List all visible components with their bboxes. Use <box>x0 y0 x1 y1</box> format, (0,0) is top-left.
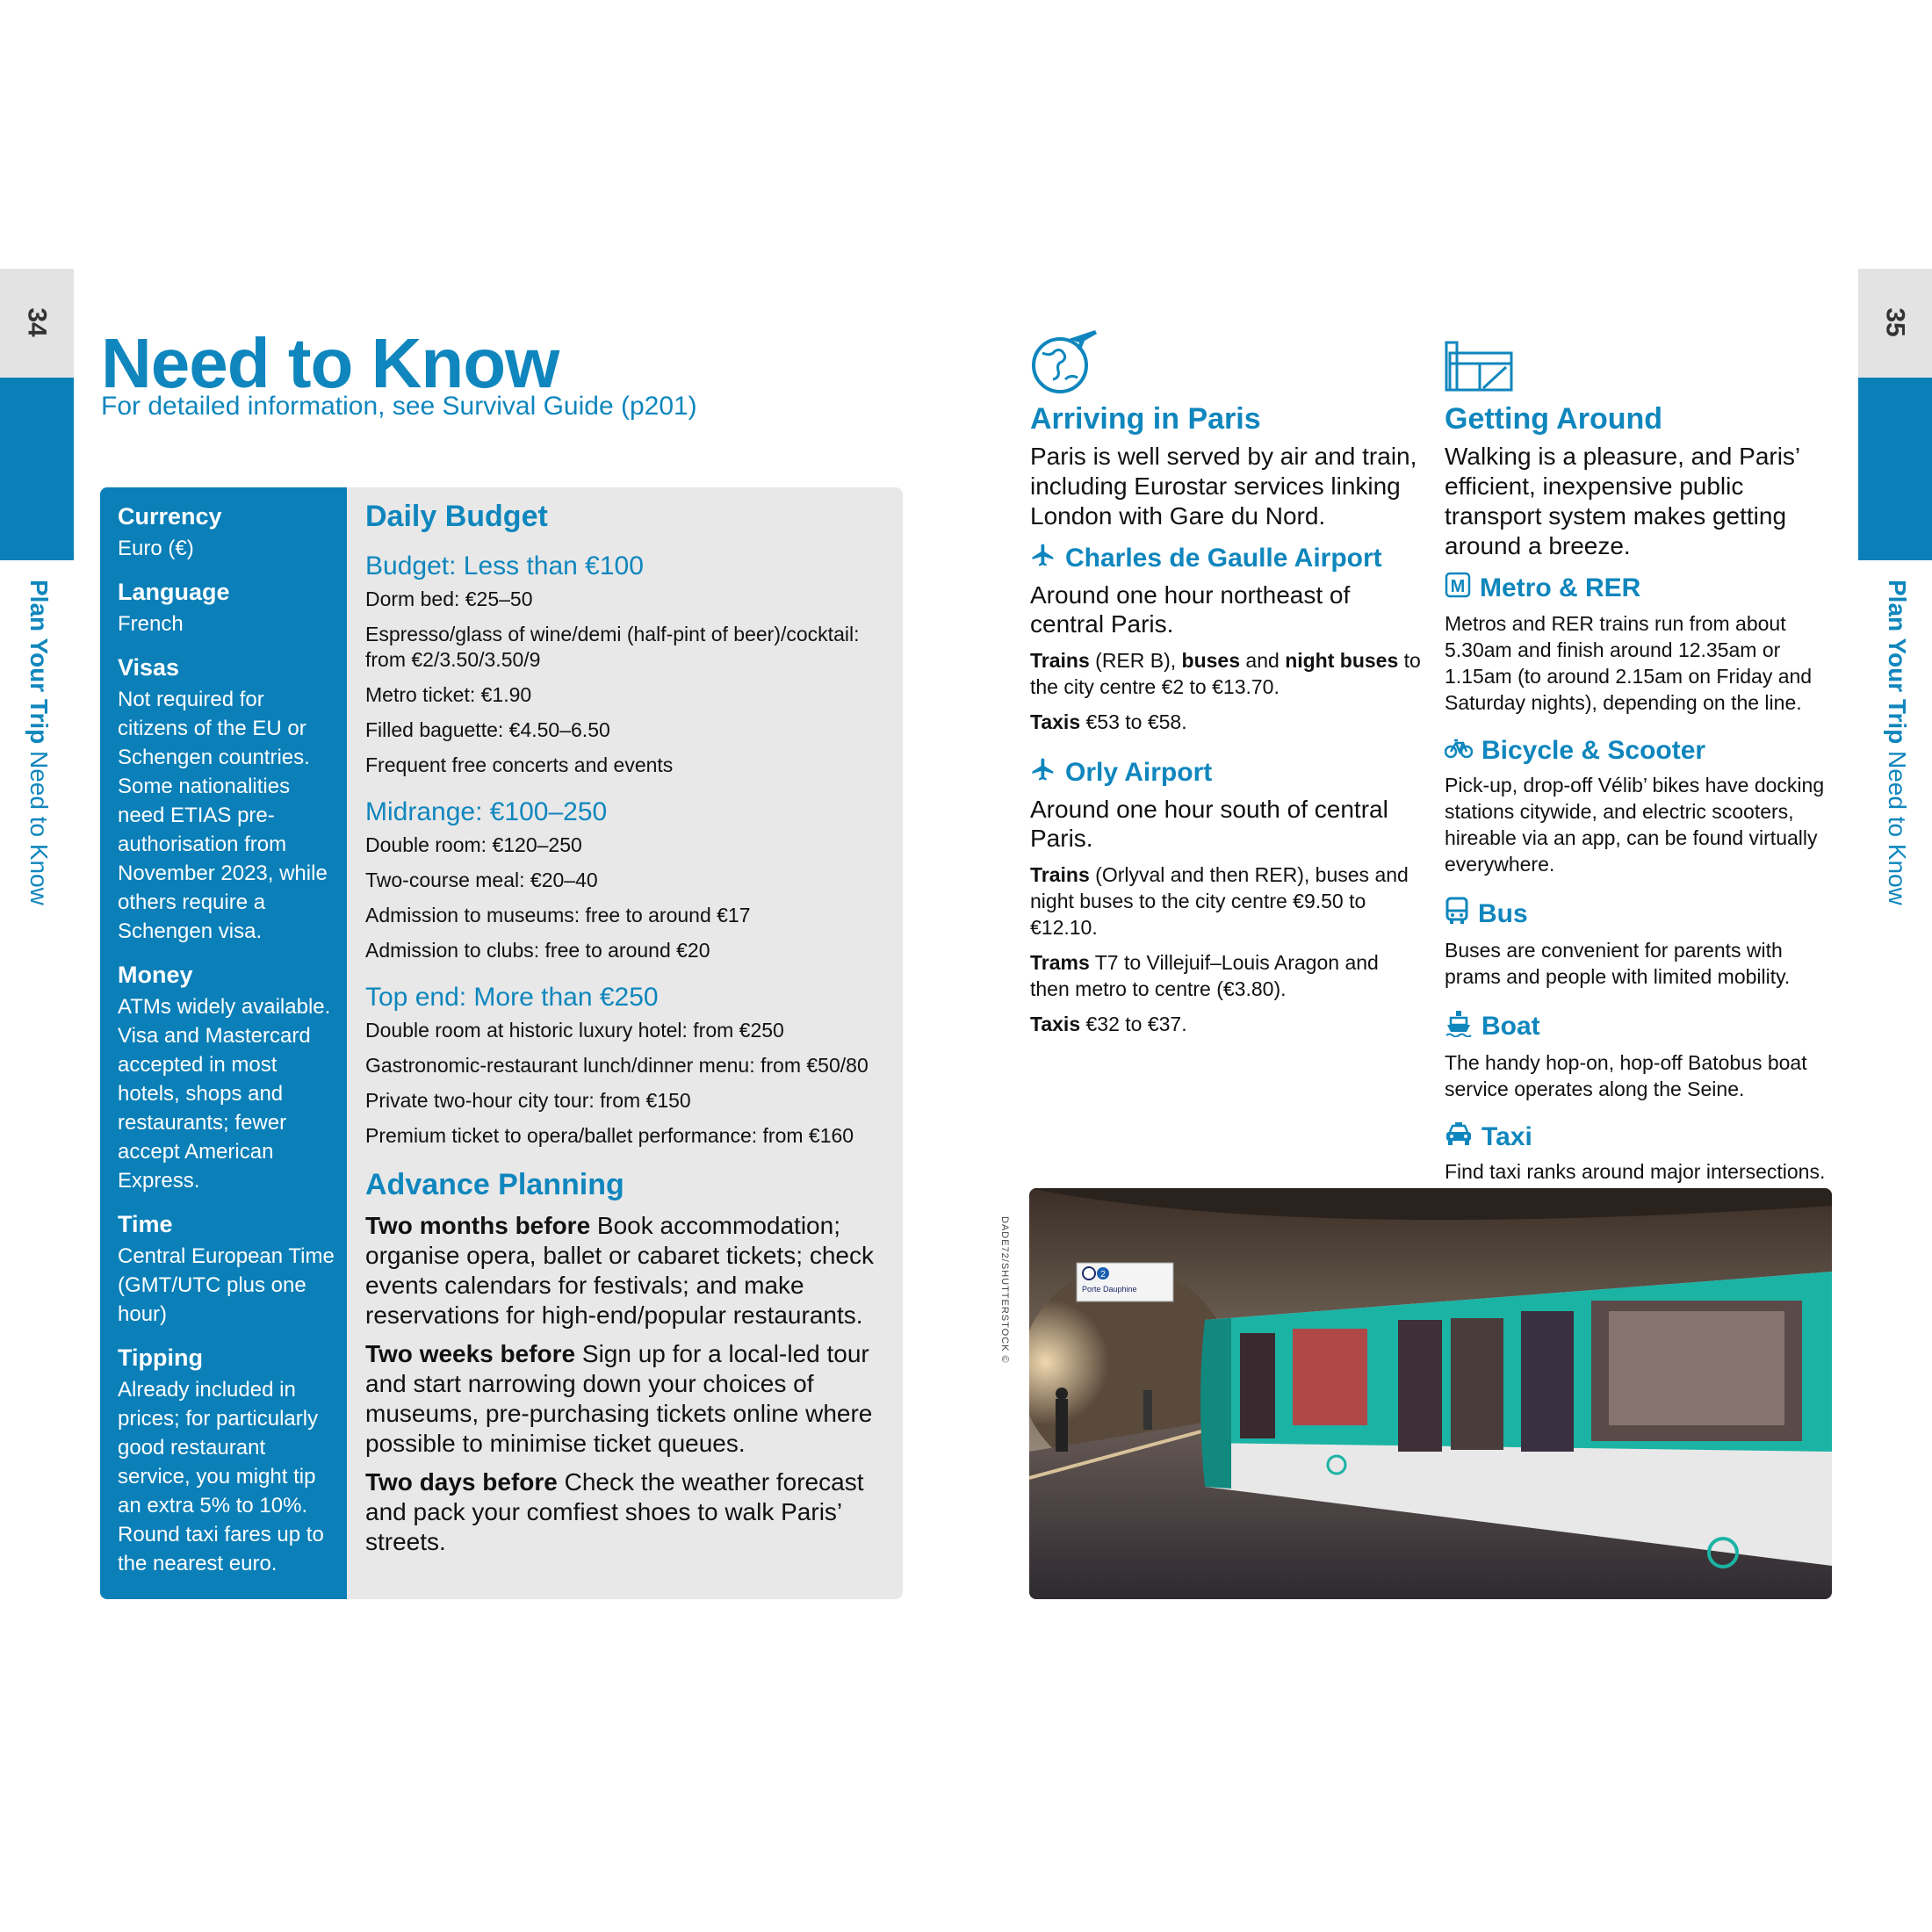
fact-tipping <box>118 1344 347 1578</box>
fact-currency <box>118 503 347 563</box>
page-subtitle: For detailed information, see Survival Guide (p201) <box>101 392 697 421</box>
taxi-icon <box>1445 1121 1473 1153</box>
cdg-title: Charles de Gaulle Airport <box>1065 544 1382 573</box>
right-spine-label: Plan Your Trip Need to Know <box>1884 580 1911 905</box>
page-title: Need to Know <box>101 324 559 402</box>
arriving-title: Arriving in Paris <box>1030 402 1261 436</box>
bus-text: Buses are convenient for parents with prams and people with limited mobility. <box>1445 939 1791 988</box>
list-item: Double room at historic luxury hotel: from €250 <box>365 1019 784 1042</box>
bold-term: night buses <box>1285 649 1399 672</box>
orly-lead: Around one hour south of central Paris. <box>1030 796 1388 852</box>
list-item: Frequent free concerts and events <box>365 753 674 776</box>
text-run: €32 to €37. <box>1080 1013 1187 1035</box>
list-item: Gastronomic-restaurant lunch/dinner menu: from €50/80 <box>365 1054 869 1077</box>
bus-heading <box>1445 897 1835 932</box>
daily-budget-section <box>365 500 892 1566</box>
fact-text: Not required for citizens of the EU or Schengen countries. Some nationalities need ETIAS pre-authorisation from November 2023, while others require a Schengen visa. <box>118 688 328 943</box>
budget-tier-title: Budget: Less than €100 <box>365 551 644 580</box>
photo-credit: DADE72/SHUTTERSTOCK © <box>999 1216 1010 1364</box>
bold-term: Taxis <box>1030 710 1081 733</box>
fact-text: Already included in prices; for particularly good restaurant service, you might tip an extra 5% to 10%. Round taxi fares up to the nearest euro. <box>118 1378 324 1575</box>
planning-item <box>365 1467 892 1557</box>
taxi-title: Taxi <box>1481 1122 1532 1151</box>
station-sign: Porte Dauphine <box>1082 1285 1137 1294</box>
taxi-text: Find taxi ranks around major intersections. <box>1445 1160 1826 1183</box>
plane-icon <box>1030 756 1056 789</box>
metro-icon <box>1445 572 1471 605</box>
metro-line-number: 2 <box>1100 1270 1106 1280</box>
planning-item <box>365 1211 892 1330</box>
getting-around-title: Getting Around <box>1445 402 1663 436</box>
plane-icon <box>1030 542 1056 575</box>
cdg-lead: Around one hour northeast of central Paris. <box>1030 581 1351 638</box>
list-item: Admission to clubs: free to around €20 <box>365 939 710 962</box>
bold-term: Trains <box>1030 649 1090 672</box>
list-item: Premium ticket to opera/ballet performance: from €160 <box>365 1124 854 1147</box>
planning-item <box>365 1339 892 1459</box>
bicycle-title: Bicycle & Scooter <box>1481 736 1706 765</box>
metro-text: Metros and RER trains run from about 5.30am and finish around 12.35am or 1.15am (to around 2.15am on Friday and Saturday nights), depending on the line. <box>1445 612 1813 714</box>
fact-visas <box>118 654 347 946</box>
fact-heading: Currency <box>118 503 222 530</box>
boat-text: The handy hop-on, hop-off Batobus boat service operates along the Seine. <box>1445 1051 1807 1100</box>
cdg-taxis <box>1030 709 1421 735</box>
metro-heading <box>1445 572 1835 605</box>
planning-text: Sign up for a local-led tour and start narrowing down your choices of museums, pre-purchasing tickets online where possible to minimise ticket queues. <box>365 1340 873 1457</box>
fact-text: Central European Time (GMT/UTC plus one hour) <box>118 1244 335 1326</box>
fact-time <box>118 1211 347 1329</box>
budget-list <box>365 587 892 778</box>
fact-heading: Money <box>118 962 193 988</box>
midrange-list <box>365 833 892 963</box>
fact-heading: Tipping <box>118 1344 203 1371</box>
left-spine-label: Plan Your Trip Need to Know <box>25 580 53 905</box>
boat-heading <box>1445 1009 1835 1044</box>
text-run: and <box>1240 649 1286 672</box>
text-run: €53 to €58. <box>1080 710 1187 733</box>
fact-heading: Visas <box>118 654 180 681</box>
right-page-number: 35 <box>1881 307 1910 337</box>
text-run: (Orlyval and then RER), buses and night buses to the city centre €9.50 to €12.10. <box>1030 863 1409 939</box>
bus-icon <box>1445 897 1469 932</box>
planning-text: Check the weather forecast and pack your comfiest shoes to walk Paris’ streets. <box>365 1468 864 1555</box>
orly-taxis <box>1030 1011 1421 1037</box>
list-item: Filled baguette: €4.50–6.50 <box>365 718 610 741</box>
list-item: Double room: €120–250 <box>365 833 582 856</box>
bold-term: Trams <box>1030 951 1090 974</box>
bold-term: Trains <box>1030 863 1090 886</box>
fact-text: Euro (€) <box>118 537 194 560</box>
quick-facts-sidebar <box>100 487 347 1599</box>
list-item: Dorm bed: €25–50 <box>365 588 533 610</box>
bold-term: Taxis <box>1030 1013 1081 1035</box>
left-section-tab <box>0 378 74 560</box>
fact-heading: Language <box>118 579 230 605</box>
text-run: (RER B), <box>1089 649 1182 672</box>
arriving-intro: Paris is well served by air and train, including Eurostar services linking London with Gare du Nord. <box>1030 443 1417 530</box>
metro-train-photo <box>1029 1188 1832 1599</box>
list-item: Two-course meal: €20–40 <box>365 869 598 891</box>
boat-title: Boat <box>1481 1012 1540 1041</box>
list-item: Espresso/glass of wine/demi (half-pint of beer)/cocktail: from €2/3.50/3.50/9 <box>365 623 860 671</box>
svg-text:M: M <box>1450 577 1466 596</box>
planning-lead: Two days before <box>365 1468 558 1496</box>
arriving-column <box>1030 327 1421 1046</box>
orly-trains <box>1030 861 1421 941</box>
metro-title: Metro & RER <box>1480 573 1641 602</box>
cdg-heading <box>1030 542 1421 575</box>
daily-budget-title: Daily Budget <box>365 500 548 533</box>
fact-money <box>118 962 347 1195</box>
planning-lead: Two months before <box>365 1212 591 1239</box>
orly-heading <box>1030 756 1421 789</box>
top-end-tier-title: Top end: More than €250 <box>365 983 659 1012</box>
boat-icon <box>1445 1009 1473 1044</box>
taxi-heading <box>1445 1121 1835 1153</box>
planning-lead: Two weeks before <box>365 1340 576 1367</box>
info-box <box>100 487 903 1599</box>
getting-around-intro: Walking is a pleasure, and Paris’ efficient, inexpensive public transport system makes getting around a breeze. <box>1445 443 1800 559</box>
orly-trams <box>1030 949 1421 1002</box>
text-run: to the city centre €2 to €13.70. <box>1030 649 1421 698</box>
cdg-trains <box>1030 647 1421 700</box>
list-item: Admission to museums: free to around €17 <box>365 904 751 926</box>
orly-title: Orly Airport <box>1065 758 1213 787</box>
globe-plane-icon <box>1030 327 1421 395</box>
list-item: Private two-hour city tour: from €150 <box>365 1089 691 1112</box>
advance-planning-title: Advance Planning <box>365 1168 624 1201</box>
midrange-tier-title: Midrange: €100–250 <box>365 797 608 826</box>
getting-around-column <box>1445 327 1835 1193</box>
right-section-tab <box>1858 378 1932 560</box>
text-run: T7 to Villejuif–Louis Aragon and then metro to centre (€3.80). <box>1030 951 1379 1000</box>
bicycle-text: Pick-up, drop-off Vélib’ bikes have docking stations citywide, and electric scooters, hireable via an app, can be found virtually everywhere. <box>1445 774 1825 876</box>
list-item: Metro ticket: €1.90 <box>365 683 532 706</box>
left-page-number: 34 <box>23 307 52 337</box>
bicycle-heading <box>1445 735 1835 767</box>
metro-station-icon <box>1445 327 1835 395</box>
bicycle-icon <box>1445 735 1473 767</box>
fact-text: ATMs widely available. Visa and Mastercard accepted in most hotels, shops and restaurants; fewer accept American Express. <box>118 995 331 1193</box>
fact-language <box>118 579 347 638</box>
top-end-list <box>365 1018 892 1149</box>
fact-heading: Time <box>118 1211 173 1237</box>
planning-text: Book accommodation; organise opera, ballet or cabaret tickets; check events calendars for festivals; and make reservations for high-end/popular restaurants. <box>365 1212 874 1329</box>
bus-title: Bus <box>1478 899 1528 928</box>
fact-text: French <box>118 612 184 636</box>
bold-term: buses <box>1181 649 1241 672</box>
